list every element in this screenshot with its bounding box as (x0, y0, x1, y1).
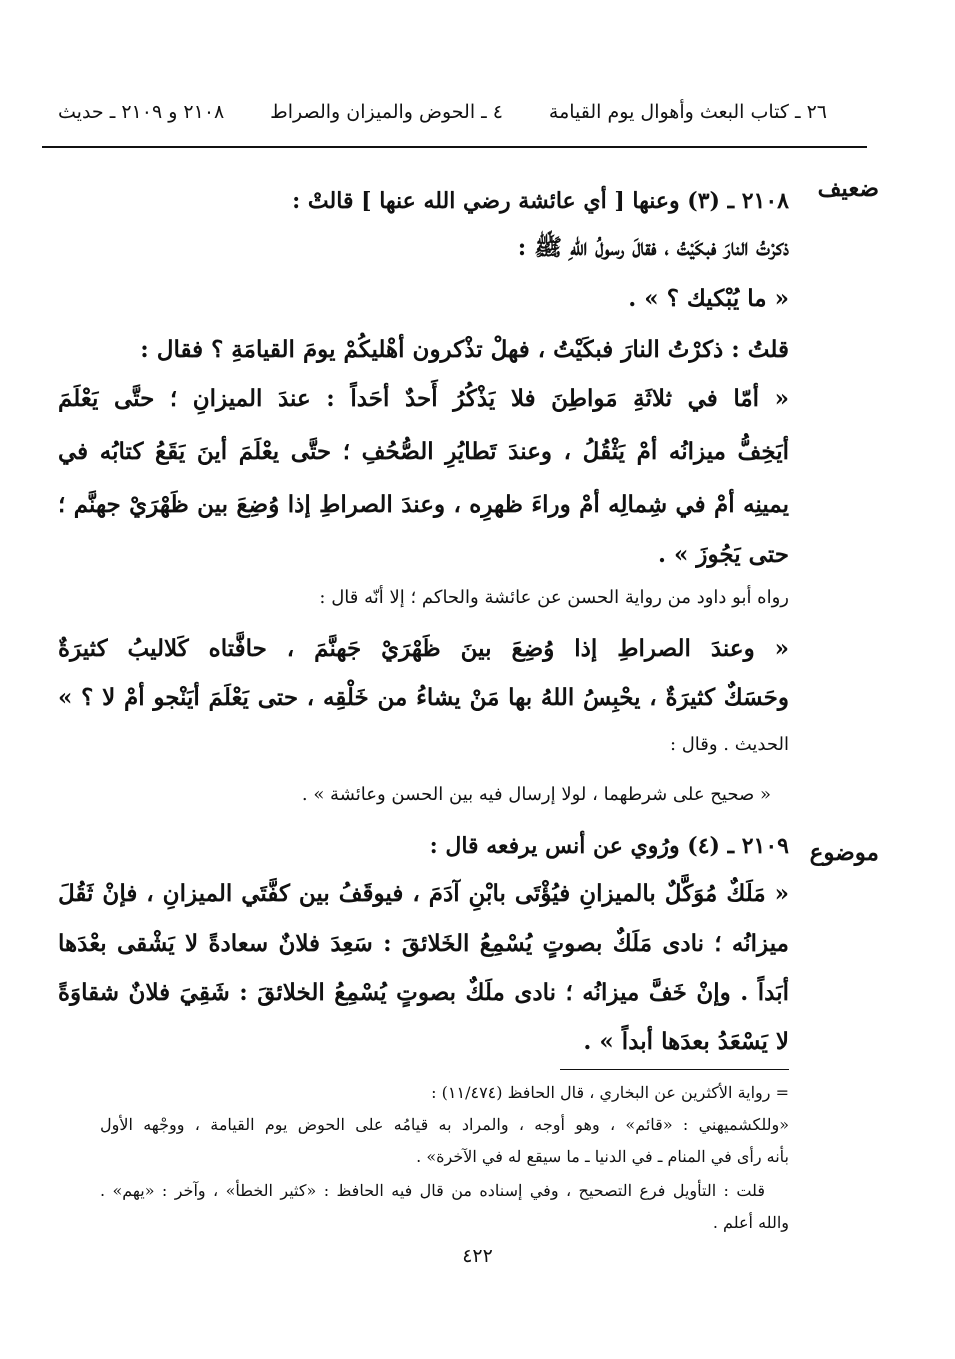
header-book-title: ٢٦ ـ كتاب البعث وأهوال يوم القيامة (548, 101, 827, 123)
hadith-2109-heading: ٢١٠٩ ـ (٤) ورُوي عن أنس يرفعه قال : (429, 833, 789, 859)
footnote-line: قلت : التأويل فرع التصحيح ، وفي إسناده من قال فيه الحافظ : «كثير الخطأ» ، وآخر : «يهم» . (100, 1181, 765, 1200)
quoted-variant-line: وحَسَكٌ كثيرَةٌ ، يحْبِسُ اللهُ بها مَنْ يشاءُ من خَلْقِه ، حتى يَعْلَمَ أيَنْجو أمْ لا ؟ » (58, 684, 789, 711)
hadith-2108-text-line: « ما يُبْكيك ؟ » . (628, 285, 789, 312)
hadith-2109-text-line: لا يَسْعَدُ بعدَها أبداً » . (583, 1028, 789, 1055)
footnote-line: = رواية الأكثرين عن البخاري ، قال الحافظ (١١/٤٧٤) : (431, 1083, 789, 1102)
quoted-variant-line: « وعندَ الصراطِ إذا وُضِعَ بينَ ظَهْرَيْ جَهنَّمَ ، حافَّتاه كَلاليبُ كثيرَةٌ (58, 635, 789, 662)
hadith-2109-text-line: ميزانُه ؛ نادى مَلَكٌ بصوتٍ يُسْمِعُ الخَلائقَ : سَعِدَ فلانٌ سعادةً لا يَشْقى بعْدَها (58, 930, 789, 957)
hadith-2108-text-line: حتى يَجُوزَ » . (658, 541, 789, 568)
hadith-2108-text-line: ذكرْتُ النارَ فبكَيْتُ ، فقالَ رسولُ اللهِ ﷺ : (517, 234, 789, 261)
page-number: ٤٢٢ (462, 1245, 493, 1267)
hadith-2108-text-line: قلتُ : ذكرْتُ النارَ فبكَيْتُ ، فهلْ تذْكرون أهْليكُمْ يومَ القيامَةِ ؟ فقال : (140, 336, 789, 363)
grade-label-weak: ضعيف (817, 175, 879, 202)
header-chapter-title: ٤ ـ الحوض والميزان والصراط (270, 101, 503, 123)
header-hadith-range: ٢١٠٨ و ٢١٠٩ ـ حديث (58, 101, 225, 123)
takhrij-note: الحديث . وقال : (669, 734, 789, 755)
grade-label-fabricated: موضوع (809, 839, 879, 866)
hadith-2108-heading: ٢١٠٨ ـ (٣) وعنها [ أي عائشة رضي الله عنها ] قالتْ : (292, 188, 789, 214)
hadith-2109-text-line: « مَلَكٌ مُوَكَّلٌ بالميزانِ فيُؤْتَى بابْنِ آدَمَ ، فيوقَفُ بين كفَّتَي الميزانِ ، فإنْ ثَقُلَ (58, 880, 789, 907)
footnote-line: والله أعلم . (712, 1213, 789, 1232)
header-rule (42, 146, 867, 148)
hadith-2109-text-line: أبَداً . وإنْ خَفَّ ميزانُه ؛ نادى ملَكٌ بصوتٍ يُسْمِعُ الخلائقَ : شَقِيَ فلانٌ شقاوَةً (58, 979, 789, 1006)
hadith-2108-text-line: يمينِه أمْ في شِمالِه أمْ وراءَ ظهرِه ، وعندَ الصراطِ إذا وُضِعَ بين ظَهْرَيْ جهنَّم ؛ (58, 491, 789, 518)
running-header (58, 98, 827, 126)
footnote-line: «وللكشميهني : «قائم» ، وهو أوجه ، والمراد به قيامُه على الحوض يوم القيامة ، ووجْهه الأول (100, 1115, 789, 1134)
footnote-rule (560, 1069, 789, 1070)
hadith-2108-text-line: « أمّا في ثلاثَةِ مَواطِنَ فلا يَذْكُرُ أَحدٌ أحَداً : عندَ الميزانِ ؛ حتَّى يَعْلَمَ (58, 385, 789, 412)
hakim-quote: « صحيح على شرطهما ، لولا إرسال فيه بين الحسن وعائشة » . (301, 784, 771, 805)
takhrij-note: رواه أبو داود من رواية الحسن عن عائشة والحاكم ؛ إلا أنّه قال : (319, 587, 789, 608)
hadith-2108-text-line: أيَخِفُّ ميزانُه أمْ يَثْقُلُ ، وعندَ تَطايُرِ الصُّحُفِ ؛ حتَّى يعْلَمَ أينَ يَقَعُ كتابُه في (58, 438, 789, 465)
footnote-line: بأنه رأى في المنام ـ في الدنيا ـ ما سيقع له في الآخرة» . (416, 1147, 789, 1166)
